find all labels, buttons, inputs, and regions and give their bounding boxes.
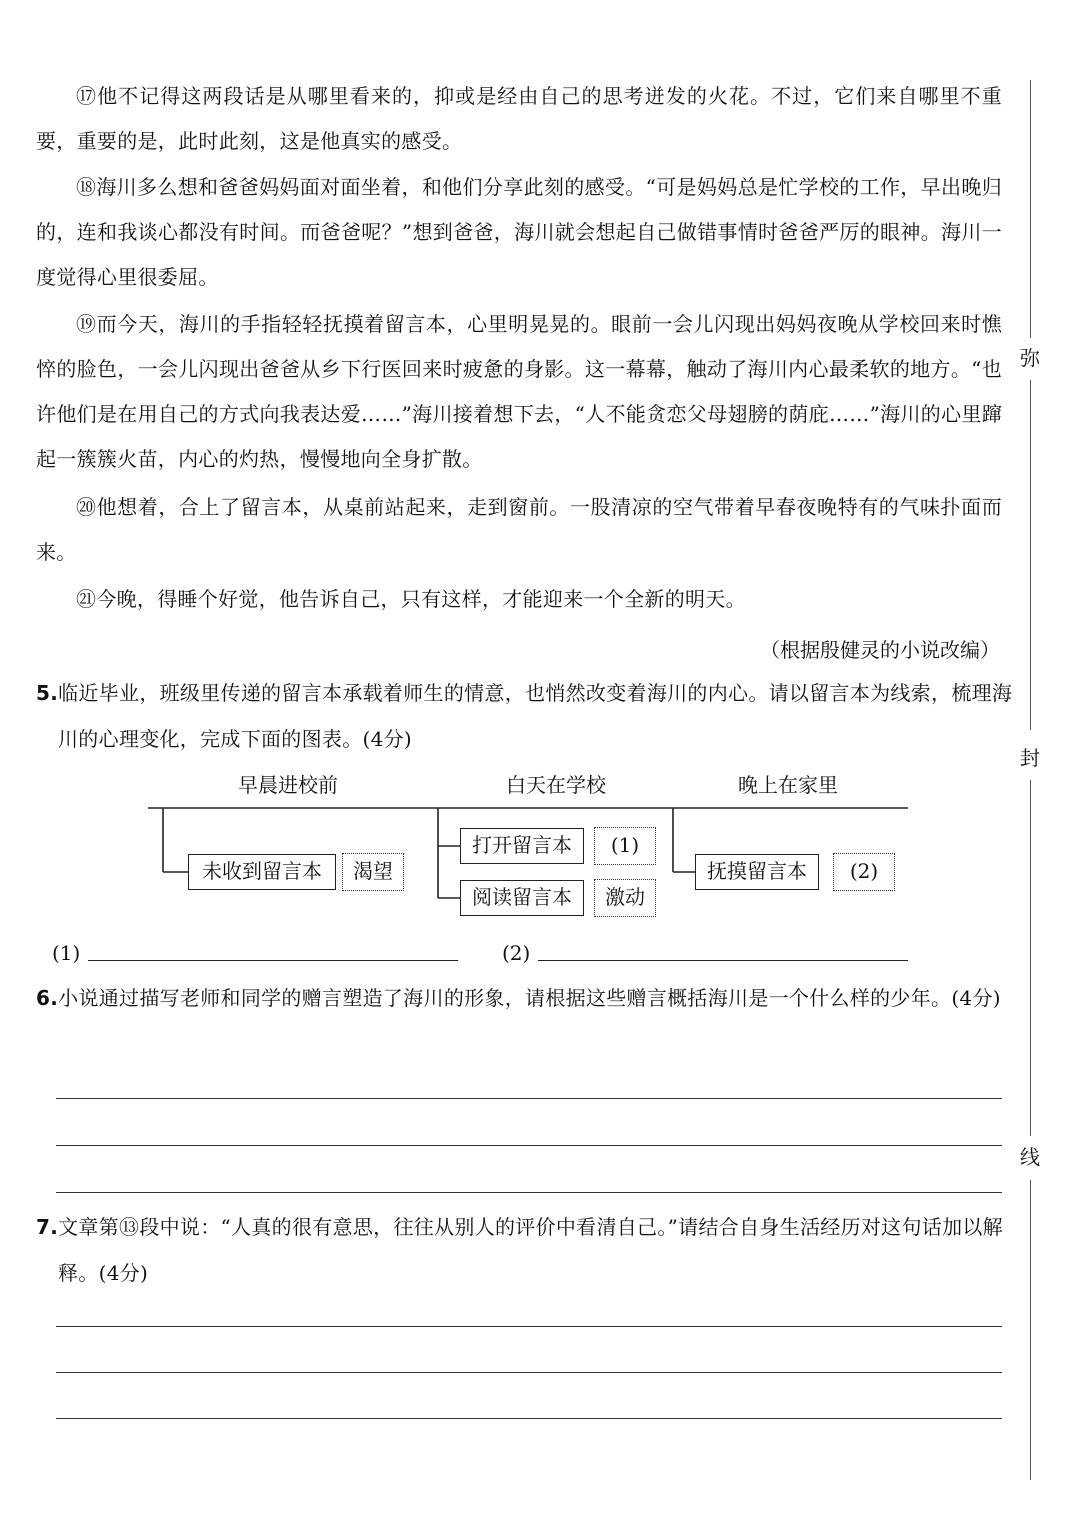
- event-not-received: 未收到留言本: [188, 854, 336, 890]
- answer-line-6-3[interactable]: [56, 1192, 1002, 1193]
- answer-line-7-2[interactable]: [56, 1372, 1002, 1373]
- answer-line-7-1[interactable]: [56, 1326, 1002, 1327]
- event-read-book: 阅读留言本: [460, 880, 584, 916]
- phase-morning: 早晨进校前: [238, 773, 338, 797]
- seal-char-feng: 封: [1020, 746, 1040, 770]
- paragraph-18: ⑱海川多么想和爸爸妈妈面对面坐着，和他们分享此刻的感受。“可是妈妈总是忙学校的工作，早出晚归的，连和我谈心都没有时间。而爸爸呢？”想到爸爸，海川就会想起自己做错事情时爸爸严厉的眼神。海川一度觉得心里很委屈。: [36, 175, 1002, 289]
- source-citation: （根据殷健灵的小说改编）: [760, 638, 1000, 662]
- blank-1-line[interactable]: [88, 960, 458, 961]
- question-5-text: 临近毕业，班级里传递的留言本承载着师生的情意，也悄然改变着海川的内心。请以留言本为线索，梳理海川的心理变化，完成下面的图表。(4分): [58, 681, 1013, 751]
- seal-char-xian: 线: [1020, 1145, 1040, 1169]
- feeling-blank-2: (2): [833, 853, 895, 891]
- answer-line-7-3[interactable]: [56, 1418, 1002, 1419]
- answer-line-6-1[interactable]: [56, 1098, 1002, 1099]
- paragraph-19: ⑲而今天，海川的手指轻轻抚摸着留言本，心里明晃晃的。眼前一会儿闪现出妈妈夜晚从学校回来时憔悴的脸色，一会儿闪现出爸爸从乡下行医回来时疲惫的身影。这一幕幕，触动了海川内心最柔软的地方。“也许他们是在用自己的方式向我表达爱……”海川接着想下去，“人不能贪恋父母翅膀的荫庇……”海川的心里蹿起一簇簇火苗，内心的灼热，慢慢地向全身扩散。: [36, 312, 1002, 471]
- paragraph-20: ⑳他想着，合上了留言本，从桌前站起来，走到窗前。一股清凉的空气带着早春夜晚特有的气味扑面而来。: [36, 495, 1002, 564]
- paragraph-21: ㉑今晚，得睡个好觉，他告诉自己，只有这样，才能迎来一个全新的明天。: [76, 587, 746, 611]
- phase-evening: 晚上在家里: [738, 773, 838, 797]
- question-5: [36, 670, 1024, 762]
- binding-line-4: [1030, 1180, 1031, 1480]
- paragraph-17: ⑰他不记得这两段话是从哪里看来的，抑或是经由自己的思考迸发的火花。不过，它们来自哪里不重要，重要的是，此时此刻，这是他真实的感受。: [36, 84, 1002, 153]
- question-5-number: 5.: [36, 681, 59, 705]
- seal-char-mi: 弥: [1020, 346, 1040, 370]
- feeling-longing: 渴望: [342, 853, 404, 891]
- feeling-blank-1: (1): [594, 827, 656, 865]
- binding-line-3: [1030, 780, 1031, 1136]
- binding-line-2: [1030, 380, 1031, 730]
- phase-daytime: 白天在学校: [506, 773, 606, 797]
- question-6: [36, 975, 1024, 1021]
- question-7-text: 文章第⑬段中说：“人真的很有意思，往往从别人的评价中看清自己。”请结合自身生活经历对这句话加以解释。(4分): [58, 1215, 1003, 1285]
- feeling-excited: 激动: [594, 879, 656, 917]
- question-7-number: 7.: [36, 1215, 59, 1239]
- question-6-number: 6.: [36, 986, 59, 1010]
- question-6-text: 小说通过描写老师和同学的赠言塑造了海川的形象，请根据这些赠言概括海川是一个什么样的少年。(4分): [58, 986, 1001, 1010]
- question-7: [36, 1204, 1024, 1296]
- binding-line-1: [1030, 80, 1031, 338]
- event-caress-book: 抚摸留言本: [695, 854, 819, 890]
- blank-2-label: (2): [502, 941, 531, 965]
- blank-2-line[interactable]: [538, 960, 908, 961]
- blank-1-label: (1): [52, 941, 81, 965]
- answer-line-6-2[interactable]: [56, 1145, 1002, 1146]
- event-open-book: 打开留言本: [460, 828, 584, 864]
